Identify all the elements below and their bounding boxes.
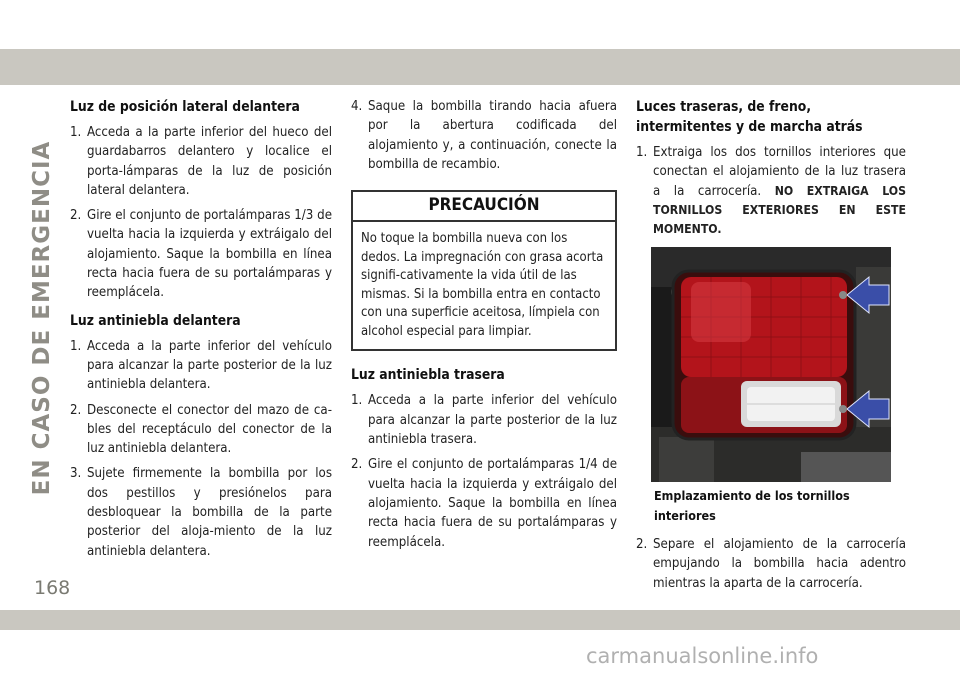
list-item: 2. Desconecte el conector del mazo de ca-bles del receptáculo del conector de la luz antiniebla delantera. xyxy=(70,402,332,457)
caution-text: No toque la bombilla nueva con los dedos. La impregnación con grasa acorta signifi-cativamente la vida útil de las mismas. Si la bombilla entra en contacto con una superficie aceitosa, límpiela con alcohol especial para limpiar. xyxy=(361,231,604,339)
tail-lamp-photo xyxy=(651,247,891,482)
front-side-marker-steps xyxy=(70,123,332,303)
front-fog-lamp-steps-cont xyxy=(351,97,617,174)
list-item: 1. Acceda a la parte inferior del vehículo para alcanzar la parte posterior de la luz antiniebla trasera. xyxy=(351,393,617,448)
section-side-label: EN CASO DE EMERGENCIA xyxy=(29,140,55,496)
list-item: 2. Separe el alojamiento de la carrocería empujando la bombilla hacia adentro mientras la aparta de la carrocería. xyxy=(636,537,906,591)
page-number: 168 xyxy=(34,577,71,599)
heading-rear-fog-lamp: Luz antiniebla trasera xyxy=(351,367,505,384)
list-item: 1. Acceda a la parte inferior del hueco del guardabarros delantero y localice el porta-lámparas de la luz de posición lateral delantera. xyxy=(70,125,332,198)
list-item: 2. Gire el conjunto de portalámparas 1/3 de vuelta hacia la izquierda y extráigalo del alojamiento. Saque la bombilla en línea recta hacia fuera de su portalámparas y reemplácela. xyxy=(70,208,332,301)
warning-bold-text: NO EXTRAIGA LOS TORNILLOS EXTERIORES EN ESTE MOMENTO. xyxy=(653,183,906,237)
list-item: 3. Sujete firmemente la bombilla por los dos pestillos y presiónelos para desbloquear la bombilla de la parte posterior del aloja-miento de la luz antiniebla delantera. xyxy=(70,466,332,559)
footer-band xyxy=(0,610,960,630)
column-3 xyxy=(636,97,906,601)
front-fog-lamp-steps xyxy=(70,337,332,561)
column-1 xyxy=(70,97,332,569)
heading-front-side-marker: Luz de posición lateral delantera xyxy=(70,99,300,115)
heading-front-fog-lamp: Luz antiniebla delantera xyxy=(70,312,241,329)
caution-title: PRECAUCIÓN xyxy=(353,192,615,222)
list-item: 2. Gire el conjunto de portalámparas 1/4 de vuelta hacia la izquierda y extráigalo del alojamiento. Saque la bombilla en línea recta hacia fuera de su portalámparas y reemplácela. xyxy=(351,457,617,550)
heading-tail-lamps: Luces traseras, de freno, intermitentes y de marcha atrás xyxy=(636,99,863,135)
tail-lamp-steps-cont xyxy=(636,535,906,593)
column-2 xyxy=(351,97,617,560)
list-item: 1. Extraiga los dos tornillos interiores que conectan el alojamiento de la luz trasera a la carrocería. NO EXTRAIGA LOS TORNILLOS EXTERIORES EN ESTE MOMENTO. xyxy=(636,145,906,237)
tail-lamp-steps xyxy=(636,143,906,239)
header-band xyxy=(0,49,960,85)
list-item: 4. Saque la bombilla tirando hacia afuera por la abertura codificada del alojamiento y, a continuación, conecte la bombilla de recambio. xyxy=(351,99,617,172)
caution-box xyxy=(351,190,617,351)
rear-fog-lamp-steps xyxy=(351,391,617,551)
watermark: carmanualsonline.info xyxy=(586,644,819,668)
photo-caption: Emplazamiento de los tornillos interiores xyxy=(654,488,850,523)
list-item: 1. Acceda a la parte inferior del vehículo para alcanzar la parte posterior de la luz antiniebla delantera. xyxy=(70,338,332,393)
